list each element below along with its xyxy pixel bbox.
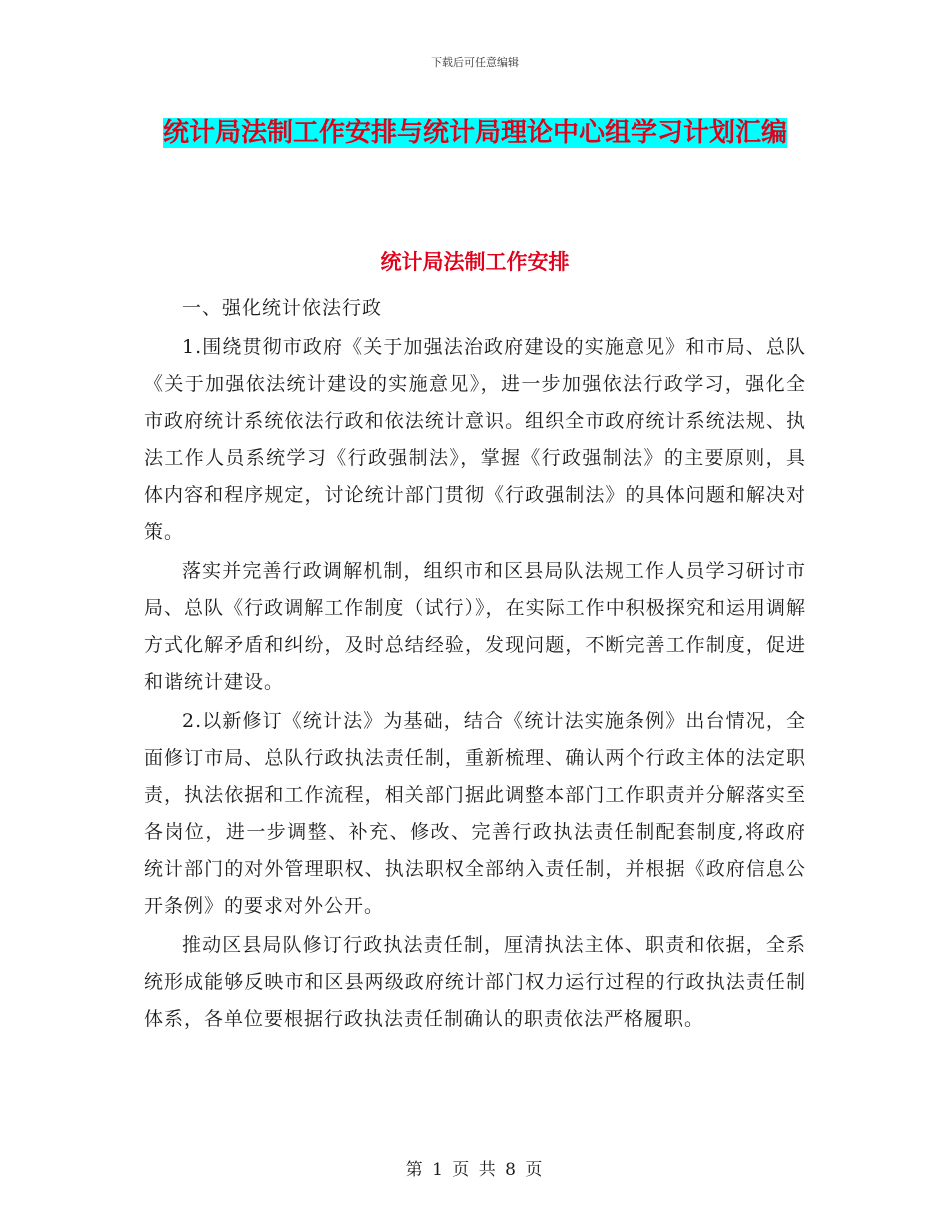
header-note: 下载后可任意编辑 [431,56,519,69]
paragraph: 一、强化统计依法行政 [182,297,383,319]
paragraph: 落实并完善行政调解机制，组织市和区县局队法规工作人员学习研讨市局、总队《行政调解工作制度（试行）》，在实际工作中积极探究和运用调解方式化解矛盾和纠纷，及时总结经验，发现问题，不断完善工作制度，促进和谐统计建设。 [144,560,806,693]
paragraph: 推动区县局队修订行政执法责任制，厘清执法主体、职责和依据，全系统形成能够反映市和区县两级政府统计部门权力运行过程的行政执法责任制体系，各单位要根据行政执法责任制确认的职责依法严格履职。 [144,934,806,1030]
document-title [150,108,800,158]
document-body [144,290,806,1040]
section-title: 统计局法制工作安排 [380,250,570,274]
page-number: 第 1 页 共 8 页 [405,1160,545,1180]
paragraph: 1.围绕贯彻市政府《关于加强法治政府建设的实施意见》和市局、总队《关于加强依法统计建设的实施意见》，进一步加强依法行政学习，强化全市政府统计系统依法行政和依法统计意识。组织全市政府统计系统法规、执法工作人员系统学习《行政强制法》，掌握《行政强制法》的主要原则，具体内容和程序规定，讨论统计部门贯彻《行政强制法》的具体问题和解决对策。 [144,336,806,543]
document-title-text: 统计局法制工作安排与统计局理论中心组学习计划汇编 [162,118,787,148]
paragraph: 2.以新修订《统计法》为基础，结合《统计法实施条例》出台情况，全面修订市局、总队行政执法责任制，重新梳理、确认两个行政主体的法定职责，执法依据和工作流程，相关部门据此调整本部门工作职责并分解落实至各岗位，进一步调整、补充、修改、完善行政执法责任制配套制度,将政府统计部门的对外管理职权、执法职权全部纳入责任制，并根据《政府信息公开条例》的要求对外公开。 [144,710,806,917]
